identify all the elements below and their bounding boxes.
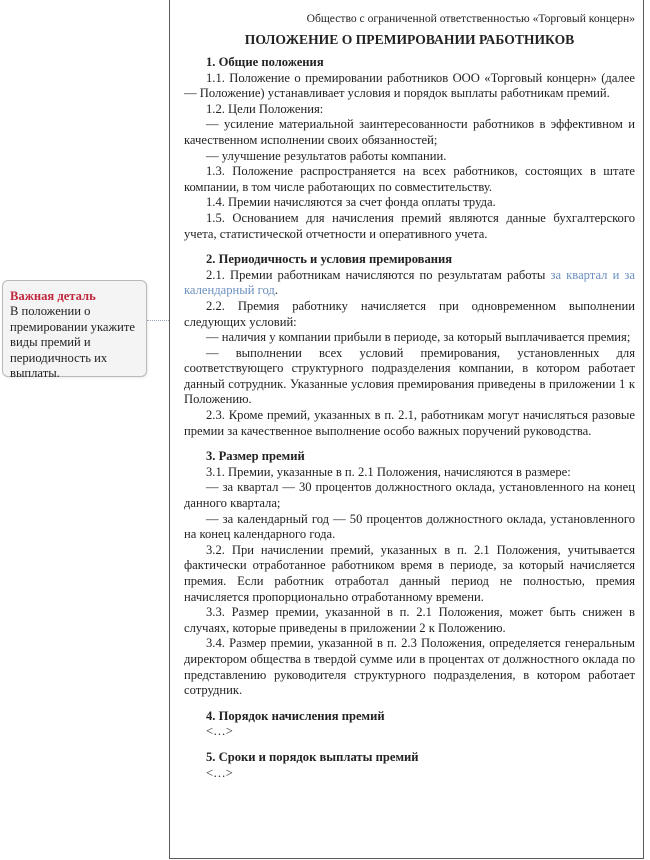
period-link[interactable]: за квартал и за календарный год	[184, 267, 635, 298]
section-accrual-procedure	[184, 709, 635, 740]
paragraph: 2.2. Премия работнику начисляется при одновременном выполнении следующих условий:	[184, 298, 635, 329]
section-heading: 2. Периодичность и условия премирования	[206, 252, 453, 267]
section-periodicity	[184, 252, 635, 439]
paragraph: 1.1. Положение о премировании работников ООО «Торговый концерн» (далее — Положение) устанавливает условия и порядок выплаты работникам премий.	[184, 70, 635, 101]
paragraph: 3.3. Размер премии, указанной в п. 2.1 Положения, может быть снижен в случаях, которые приведены в приложении 2 к Положению.	[184, 605, 635, 635]
paragraph: 2.3. Кроме премий, указанных в п. 2.1, работникам могут начисляться разовые премии за качественное выполнение особо важных поручений руководства.	[184, 408, 635, 438]
section-heading: 5. Сроки и порядок выплаты премий	[206, 749, 419, 764]
section-heading: 4. Порядок начисления премий	[206, 708, 385, 723]
section-bonus-size	[184, 449, 635, 699]
section-heading: 1. Общие положения	[206, 55, 324, 69]
paragraph: 1.2. Цели Положения:	[206, 101, 324, 116]
paragraph: — за календарный год — 50 процентов должностного оклада, установленного на конец календарного года.	[184, 511, 635, 542]
paragraph: <…>	[206, 765, 233, 780]
document-body	[184, 0, 635, 781]
paragraph-text: 2.1. Премии работникам начисляются по результатам работы	[206, 267, 551, 282]
paragraph: <…>	[206, 724, 233, 739]
paragraph: 1.5. Основанием для начисления премий являются данные бухгалтерского учета, статистической отчетности и оперативного учета.	[184, 210, 635, 241]
section-general	[184, 55, 635, 242]
paragraph: 3.2. При начислении премий, указанных в п. 2.1 Положения, учитывается фактически отработанное работником время в периоде, за который начисляется премия. Если работник отработал данный период не полностью, премия начисляется пропорционально отработанному времени.	[184, 542, 635, 604]
paragraph: — за квартал — 30 процентов должностного оклада, установленного на конец данного квартала;	[184, 480, 635, 511]
paragraph: — наличия у компании прибыли в периоде, за который выплачивается премия;	[206, 330, 631, 345]
paragraph: — выполнении всех условий премирования, установленных для соответствующего структурного подразделения компании, в котором работает данный сотрудник. Указанные условия премирования приведены в приложении 1 к Положению.	[184, 345, 635, 407]
company-name: Общество с ограниченной ответственностью «Торговый концерн»	[306, 12, 635, 25]
section-payment-terms	[184, 750, 635, 781]
paragraph: — улучшение результатов работы компании.	[206, 148, 447, 163]
paragraph	[184, 268, 635, 299]
paragraph-end: .	[274, 283, 278, 298]
callout-text: В положении о премировании укажите виды премий и периодичность их выплаты.	[10, 304, 136, 381]
important-detail-callout	[2, 280, 147, 381]
document-page	[169, 0, 644, 859]
document-title: ПОЛОЖЕНИЕ О ПРЕМИРОВАНИИ РАБОТНИКОВ	[244, 32, 575, 47]
paragraph: 3.4. Размер премии, указанной в п. 2.3 Положения, определяется генеральным директором общества в твердой сумме или в процентах от должностного оклада по представлению руководителя структурного подразделения, в котором работает сотрудник.	[184, 636, 635, 698]
paragraph: 3.1. Премии, указанные в п. 2.1 Положения, начисляются в размере:	[206, 464, 571, 479]
paragraph: 1.4. Премии начисляются за счет фонда оплаты труда.	[206, 195, 496, 210]
callout-title: Важная деталь	[10, 289, 96, 303]
paragraph: — усиление материальной заинтересованности работников в эффективном и качественном исполнении своих обязанностей;	[184, 117, 635, 147]
paragraph: 1.3. Положение распространяется на всех работников, состоящих в штате компании, в том числе работающих по совместительству.	[184, 164, 635, 194]
section-heading: 3. Размер премий	[206, 449, 305, 464]
